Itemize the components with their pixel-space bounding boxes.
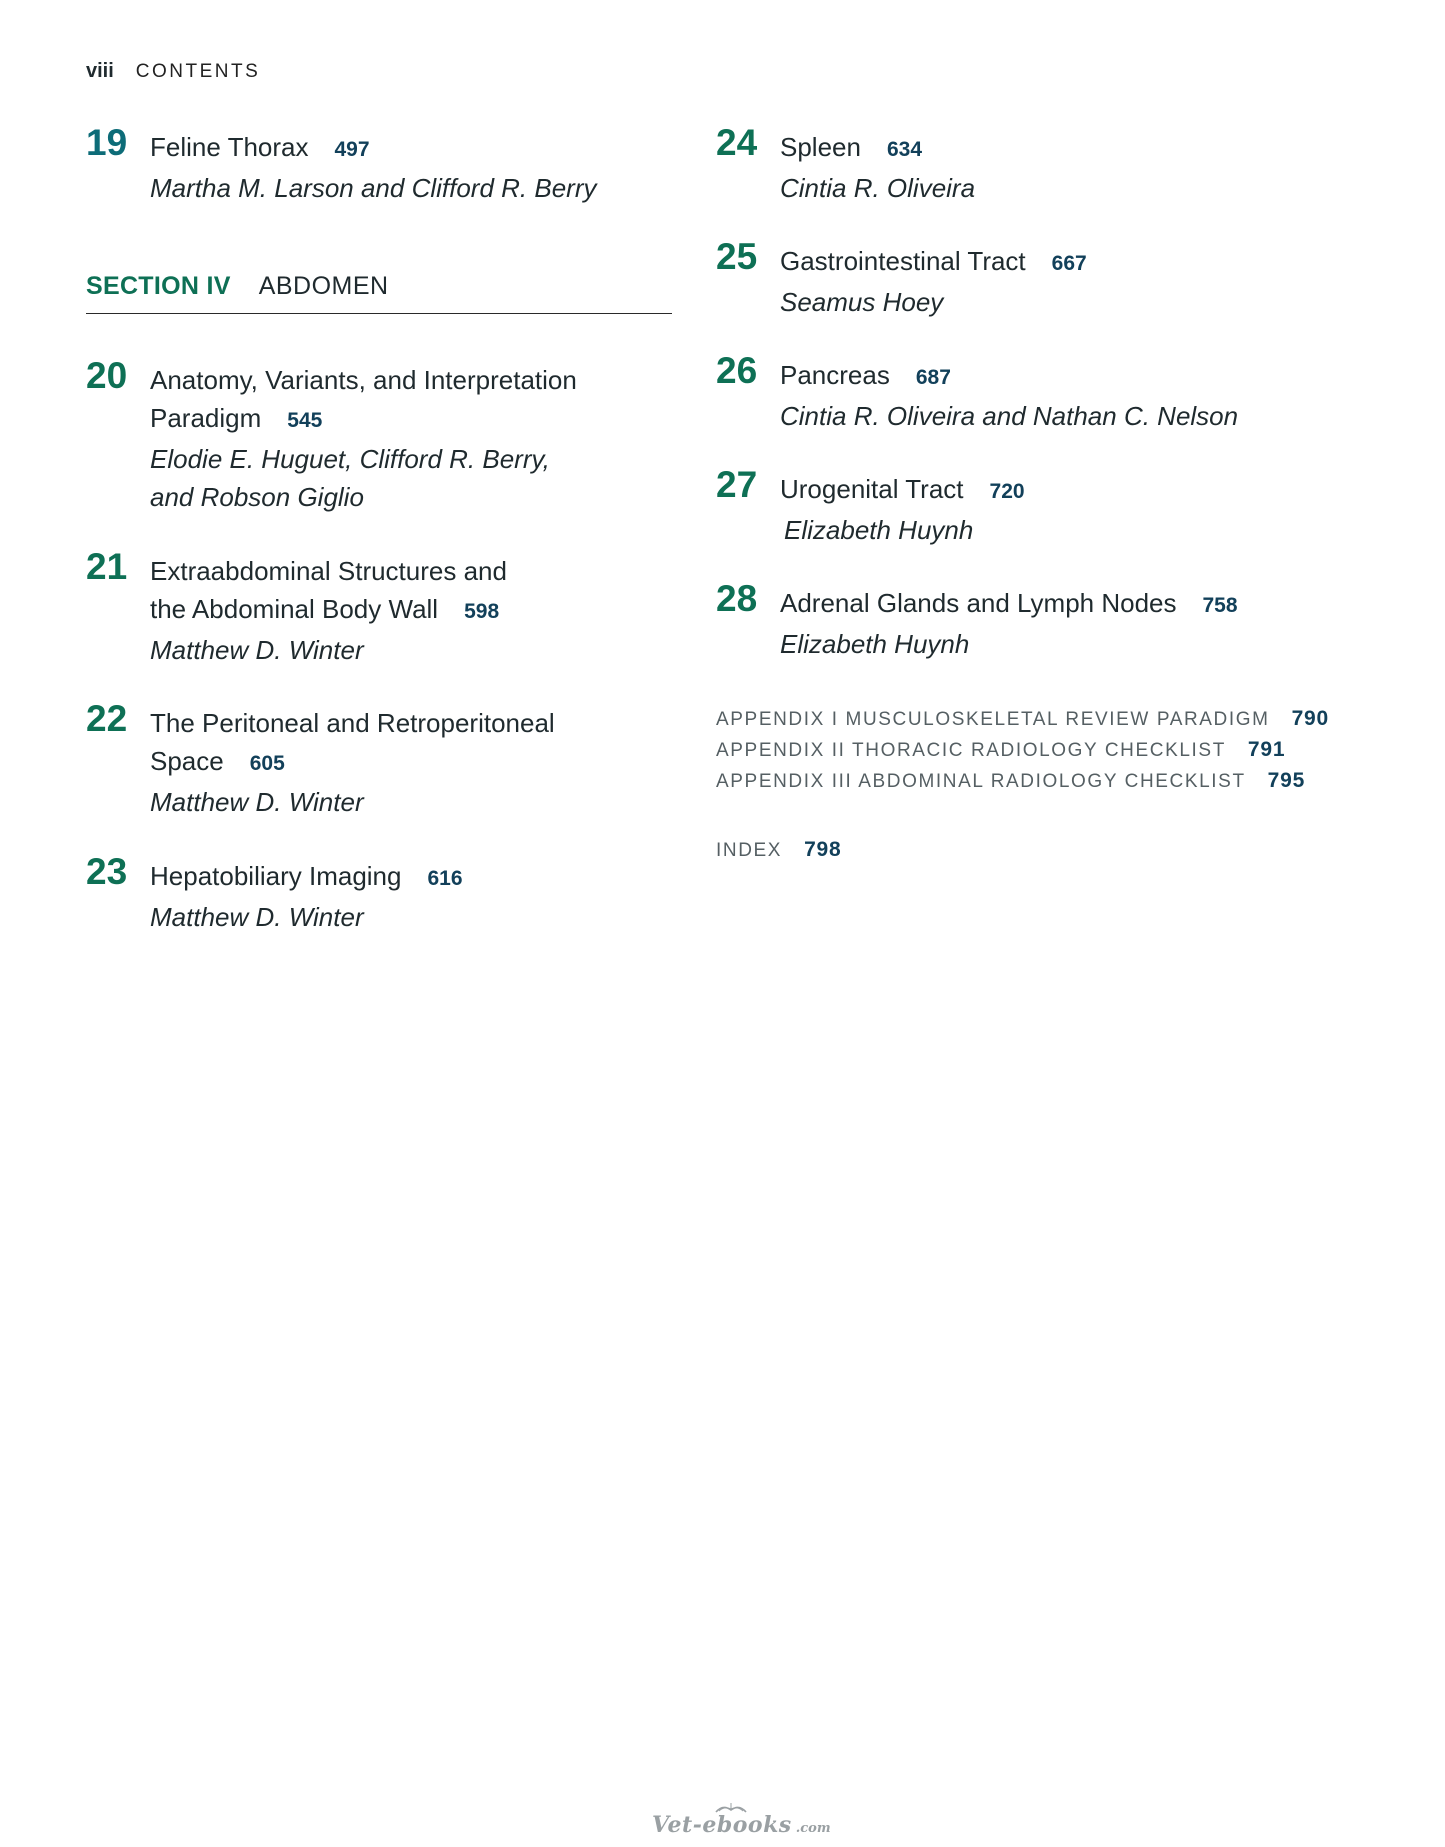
toc-entry-chapter-23[interactable] bbox=[86, 853, 463, 936]
appendix-page-ref[interactable]: 795 bbox=[1267, 769, 1306, 792]
toc-entry-chapter-28[interactable] bbox=[716, 580, 1238, 663]
chapter-title: Spleen bbox=[780, 132, 861, 162]
book-icon bbox=[714, 1800, 748, 1814]
chapter-authors: Matthew D. Winter bbox=[150, 902, 364, 932]
chapter-number: 20 bbox=[86, 355, 128, 396]
chapter-authors-line-2: and Robson Giglio bbox=[150, 482, 364, 512]
chapter-title-line-1: Extraabdominal Structures and bbox=[150, 556, 507, 586]
index-page-ref[interactable]: 798 bbox=[804, 838, 842, 861]
running-title: CONTENTS bbox=[135, 61, 261, 82]
appendix-label: APPENDIX I MUSCULOSKELETAL REVIEW PARADIGM bbox=[716, 709, 1270, 730]
toc-entry-chapter-26[interactable] bbox=[716, 352, 1238, 435]
watermark-text: Vet-ebooks bbox=[652, 1812, 792, 1838]
chapter-title-line-1: Anatomy, Variants, and Interpretation bbox=[150, 365, 577, 395]
chapter-page-ref[interactable]: 545 bbox=[287, 409, 323, 432]
chapter-page-ref[interactable]: 598 bbox=[464, 600, 500, 623]
toc-entry-chapter-24[interactable] bbox=[716, 124, 975, 207]
chapter-authors: Matthew D. Winter bbox=[150, 635, 364, 665]
appendix-label: APPENDIX II THORACIC RADIOLOGY CHECKLIST bbox=[716, 740, 1226, 761]
toc-entry-chapter-22[interactable] bbox=[86, 700, 555, 821]
appendix-label: APPENDIX III ABDOMINAL RADIOLOGY CHECKLIST bbox=[716, 771, 1246, 792]
watermark-suffix: .com bbox=[795, 1821, 831, 1836]
chapter-number: 19 bbox=[86, 122, 128, 163]
chapter-authors: Martha M. Larson and Clifford R. Berry bbox=[150, 173, 597, 203]
toc-entry-chapter-25[interactable] bbox=[716, 238, 1087, 321]
chapter-title-line-1: The Peritoneal and Retroperitoneal bbox=[150, 708, 555, 738]
toc-entry-chapter-21[interactable] bbox=[86, 548, 507, 669]
chapter-number: 25 bbox=[716, 236, 758, 277]
chapter-page-ref[interactable]: 720 bbox=[989, 480, 1025, 503]
section-title: ABDOMEN bbox=[258, 272, 389, 300]
chapter-number: 23 bbox=[86, 851, 128, 892]
chapter-authors: Elizabeth Huynh bbox=[784, 515, 974, 545]
chapter-title: Urogenital Tract bbox=[780, 474, 964, 504]
index-entry[interactable] bbox=[716, 838, 842, 862]
chapter-page-ref[interactable]: 687 bbox=[915, 366, 951, 389]
chapter-title: Hepatobiliary Imaging bbox=[150, 861, 402, 891]
appendix-page-ref[interactable]: 790 bbox=[1291, 707, 1330, 730]
appendix-list bbox=[716, 707, 1329, 800]
chapter-authors: Cintia R. Oliveira bbox=[780, 173, 976, 203]
chapter-title: Feline Thorax bbox=[150, 132, 309, 162]
page-header bbox=[86, 60, 260, 83]
index-label: INDEX bbox=[716, 840, 783, 861]
chapter-page-ref[interactable]: 758 bbox=[1202, 594, 1238, 617]
chapter-number: 24 bbox=[716, 122, 758, 163]
chapter-page-ref[interactable]: 616 bbox=[427, 867, 463, 890]
chapter-number: 21 bbox=[86, 546, 128, 587]
appendix-entry-1[interactable] bbox=[716, 707, 1329, 738]
chapter-number: 27 bbox=[716, 464, 758, 505]
toc-entry-chapter-19[interactable] bbox=[86, 124, 597, 207]
chapter-authors: Cintia R. Oliveira and Nathan C. Nelson bbox=[780, 401, 1239, 431]
chapter-page-ref[interactable]: 634 bbox=[886, 138, 923, 161]
appendix-entry-3[interactable] bbox=[716, 769, 1329, 800]
chapter-page-ref[interactable]: 667 bbox=[1051, 252, 1087, 275]
chapter-page-ref[interactable]: 497 bbox=[334, 138, 370, 161]
watermark-logo bbox=[652, 1812, 831, 1838]
chapter-number: 28 bbox=[716, 578, 758, 619]
chapter-title: Gastrointestinal Tract bbox=[780, 246, 1026, 276]
appendix-page-ref[interactable]: 791 bbox=[1247, 738, 1286, 761]
toc-entry-chapter-20[interactable] bbox=[86, 357, 577, 516]
chapter-authors: Elizabeth Huynh bbox=[780, 629, 970, 659]
chapter-title: Pancreas bbox=[780, 360, 890, 390]
chapter-authors-line-1: Elodie E. Huguet, Clifford R. Berry, bbox=[150, 444, 550, 474]
chapter-page-ref[interactable]: 605 bbox=[249, 752, 285, 775]
section-heading bbox=[86, 272, 672, 314]
chapter-number: 22 bbox=[86, 698, 128, 739]
chapter-authors: Matthew D. Winter bbox=[150, 787, 364, 817]
chapter-title-line-2: Space bbox=[150, 746, 224, 776]
appendix-entry-2[interactable] bbox=[716, 738, 1329, 769]
chapter-title-line-2: the Abdominal Body Wall bbox=[150, 594, 439, 624]
chapter-title-line-2: Paradigm bbox=[150, 403, 262, 433]
section-label: SECTION IV bbox=[86, 272, 231, 300]
chapter-number: 26 bbox=[716, 350, 758, 391]
toc-entry-chapter-27[interactable] bbox=[716, 466, 1025, 549]
chapter-authors: Seamus Hoey bbox=[780, 287, 944, 317]
page-folio: viii bbox=[86, 60, 114, 82]
chapter-title: Adrenal Glands and Lymph Nodes bbox=[780, 588, 1177, 618]
